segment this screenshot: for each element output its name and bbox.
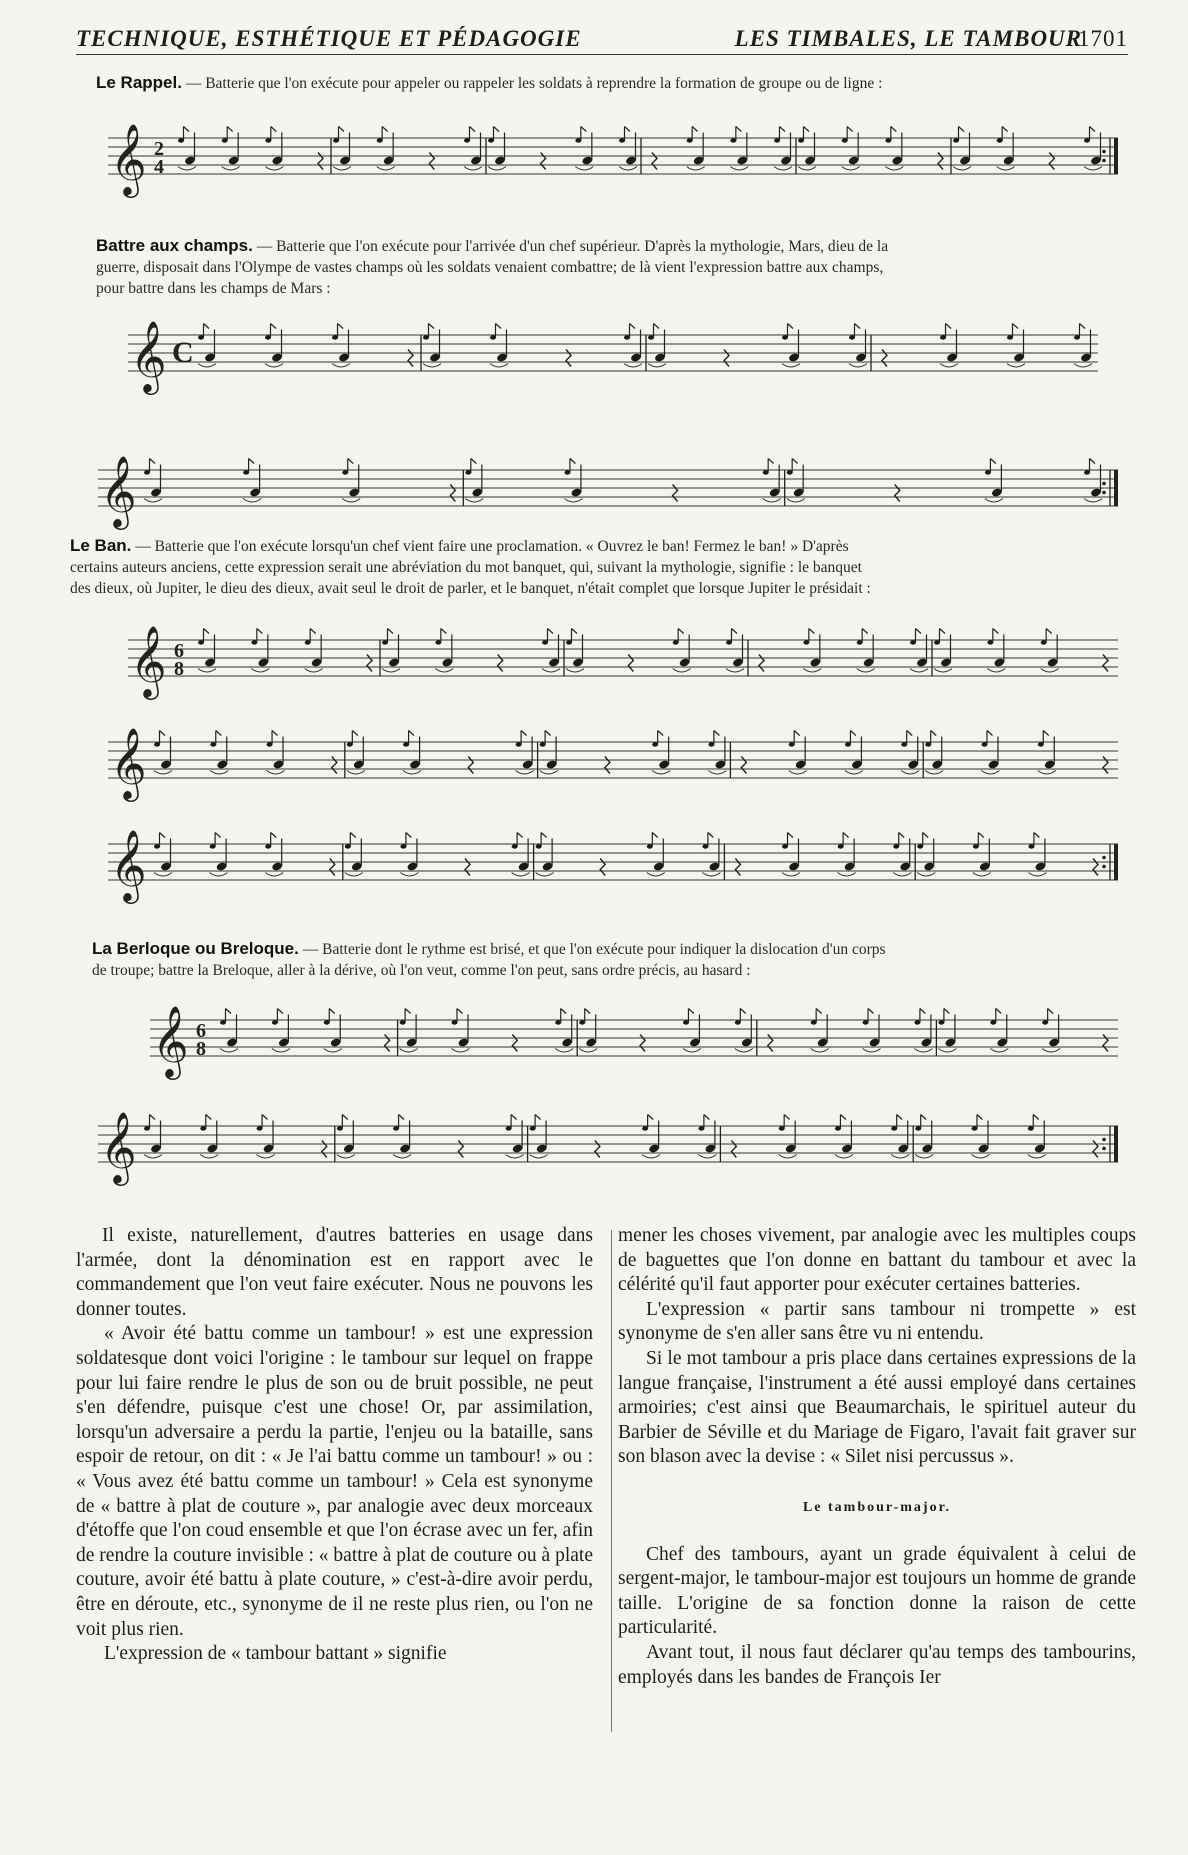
section-champs-intro — [96, 235, 1131, 299]
treble-clef-icon: 𝄞 — [130, 319, 167, 392]
svg-text:8: 8 — [196, 1038, 206, 1060]
treble-clef-icon: 𝄞 — [100, 1110, 137, 1183]
section-text: — Batterie que l'on exécute pour appeler ou rappeler les soldats à reprendre la formation de groupe ou de ligne : — [185, 75, 883, 92]
paragraph: mener les choses vivement, par analogie avec les multiples coups de baguettes que l'on donne en battant du tambour et avec la célérité qu'il faut apporter pour exécuter certaines batteries. — [618, 1225, 1136, 1296]
paragraph: Si le mot tambour a pris place dans certaines expressions de la langue française, l'instrument a été aussi employé dans certaines armoiries; c'est ainsi que Beaumarchais, le spirituel auteur du Barbier de Séville et du Mariage de Figaro, l'avait fait graver sur son blason avec la devise : « Silet nisi percussus ». — [618, 1347, 1136, 1468]
paragraph: « Avoir été battu comme un tambour! » est une expression soldatesque dont voici l'origine : le tambour sur lequel on frappe pour lui faire rendre le plus de son ou de bruit possible, ne peut s'en défendre, puisque c'est une chose! Or, par assimilation, lorsqu'un adversaire a perdu la partie, l'enjeu ou la bataille, sans espoir de retour, on dit : « Je l'ai battu comme un tambour! » ou : « Vous avez été battu comme un tambour! » Cela est synonyme de « battre à plat de couture », par analogie avec deux morceaux d'étoffe que l'on coud ensemble et que l'on écrase avec un fer, afin de rendre la couture invisible : « battre à plat de couture ou à plate couture, avoir été battu à plate couture, » c'est-à-dire avoir perdu, être en déroute, etc., synonyme de il ne reste plus rien, ou l'on ne voit plus rien. — [76, 1323, 593, 1640]
section-rappel-intro — [96, 72, 1126, 94]
treble-clef-icon: 𝄞 — [110, 726, 147, 799]
paragraph: L'expression de « tambour battant » signifie — [104, 1643, 447, 1665]
left-column — [76, 1224, 593, 1667]
subheading: Le tambour-major. — [802, 1499, 952, 1515]
section-text: guerre, disposait dans l'Olympe de vastes champs où les soldats venaient combattre; de là vient l'expression battre aux champs, — [96, 259, 884, 276]
section-text: — Batterie que l'on exécute lorsqu'un chef vient faire une proclamation. « Ouvrez le ban! Fermez le ban! » D'après — [135, 538, 849, 555]
section-text: — Batterie que l'on exécute pour l'arrivée d'un chef supérieur. D'après la mythologie, Mars, dieu de la — [256, 238, 889, 255]
treble-clef-icon: 𝄞 — [152, 1004, 189, 1077]
svg-text:2: 2 — [154, 138, 164, 160]
svg-text:6: 6 — [174, 640, 184, 662]
section-term: Le Rappel. — [96, 73, 182, 92]
music-staff-rappel — [108, 108, 1118, 196]
music-staff-berloque-2 — [98, 1096, 1118, 1188]
svg-text:6: 6 — [196, 1020, 206, 1042]
paragraph: Chef des tambours, ayant un grade équivalent à celui de sergent-major, le tambour-major est toujours un homme de grande taille. L'origine de sa fonction donne la raison de cette particularité. — [618, 1543, 1136, 1639]
column-divider — [611, 1230, 612, 1732]
section-term: La Berloque ou Breloque. — [92, 939, 299, 958]
section-text: certains auteurs anciens, cette expression serait une abréviation du mot banquet, qui, suivant la mythologie, signifie : le banquet — [70, 559, 862, 576]
music-staff-champs-2 — [98, 440, 1118, 530]
running-header — [76, 26, 1128, 55]
music-staff-ban-2 — [108, 712, 1118, 807]
treble-clef-icon: 𝄞 — [110, 828, 147, 901]
section-text: — Batterie dont le rythme est brisé, et que l'on exécute pour indiquer la dislocation d'un corps — [302, 941, 886, 958]
section-text: des dieux, où Jupiter, le dieu des dieux, avait seul le droit de parler, et le banquet, n'était complet que lorsque Jupiter le présidait : — [70, 580, 871, 597]
paragraph: Il existe, naturellement, d'autres batteries en usage dans l'armée, dont la dénomination est en rapport avec le commandement que l'on veut faire exécuter. Nous ne pouvons les donner toutes. — [76, 1225, 593, 1320]
right-column — [618, 1224, 1136, 1690]
section-text: pour battre dans les champs de Mars : — [96, 280, 331, 297]
section-term: Le Ban. — [70, 536, 132, 555]
svg-text:4: 4 — [154, 156, 164, 178]
treble-clef-icon: 𝄞 — [110, 122, 147, 195]
paragraph: L'expression « partir sans tambour ni trompette » est synonyme de s'en aller sans être vu ni entendu. — [618, 1298, 1136, 1345]
page-number: 1701 — [1078, 26, 1128, 51]
section-berloque-intro — [92, 938, 1132, 981]
svg-text:C: C — [172, 336, 194, 369]
music-staff-berloque-1 — [150, 990, 1118, 1082]
music-staff-ban-1 — [128, 610, 1118, 705]
section-ban-intro — [70, 535, 1130, 599]
treble-clef-icon: 𝄞 — [130, 624, 167, 697]
header-right-title: LES TIMBALES, LE TAMBOUR — [734, 26, 1082, 51]
header-left-title: TECHNIQUE, ESTHÉTIQUE ET PÉDAGOGIE — [76, 26, 582, 51]
music-staff-ban-3 — [108, 814, 1118, 909]
music-staff-champs-1 — [128, 305, 1098, 395]
section-text: de troupe; battre la Breloque, aller à la dérive, où l'on veut, comme l'on peut, sans ordre précis, au hasard : — [92, 962, 751, 979]
paragraph: Avant tout, il nous faut déclarer qu'au temps des tambourins, employés dans les bandes de François Ier — [618, 1641, 1136, 1688]
svg-text:8: 8 — [174, 658, 184, 680]
treble-clef-icon: 𝄞 — [100, 454, 137, 527]
section-term: Battre aux champs. — [96, 236, 253, 255]
